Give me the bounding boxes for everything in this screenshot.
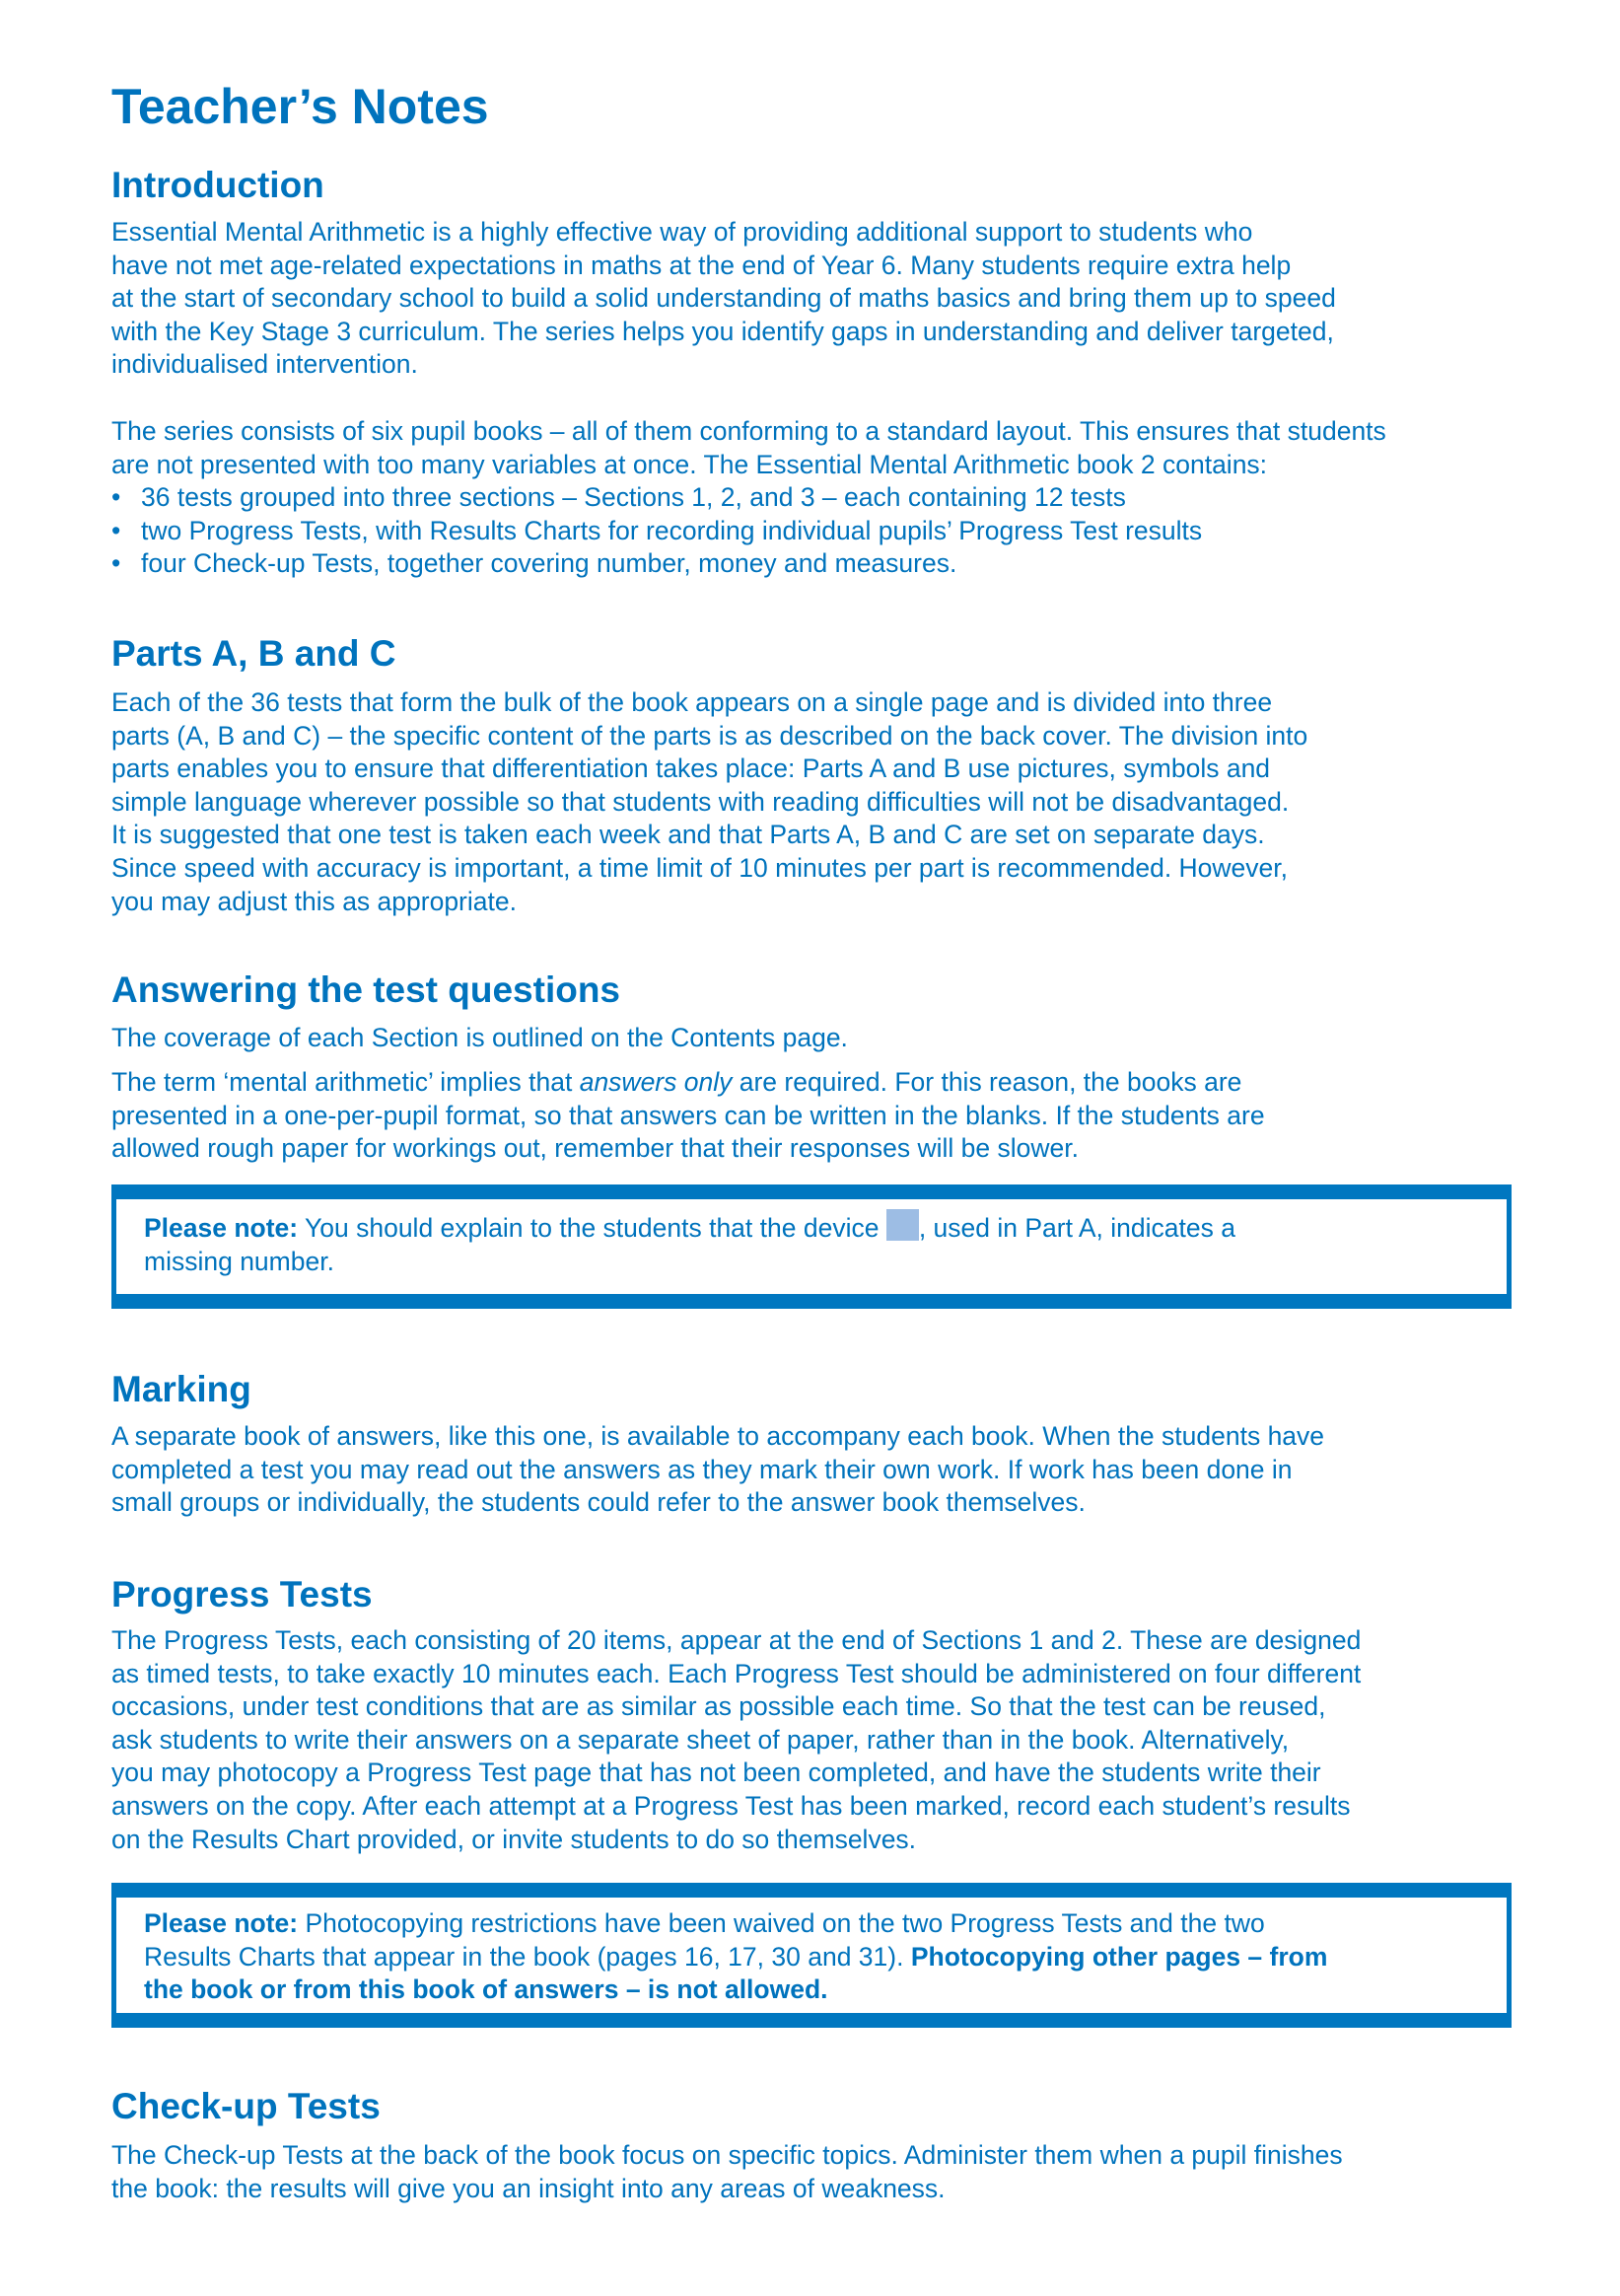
missing-number-box-icon: [886, 1209, 919, 1241]
answering-paragraph-1: [111, 1022, 848, 1055]
heading-progress-tests: Progress Tests: [111, 1574, 373, 1614]
note-label: Please note:: [144, 1213, 299, 1243]
text-line: with the Key Stage 3 curriculum. The series helps you identify gaps in understanding and deliver targeted,: [111, 316, 1334, 346]
text-line: It is suggested that one test is taken each week and that Parts A, B and C are set on separate days.: [111, 820, 1265, 850]
heading-parts: Parts A, B and C: [111, 633, 396, 674]
text-line: presented in a one-per-pupil format, so that answers can be written in the blanks. If the students are: [111, 1100, 1265, 1130]
text-line: ask students to write their answers on a separate sheet of paper, rather than in the book. Alternatively,: [111, 1724, 1290, 1755]
text: Photocopying restrictions have been waived on the two Progress Tests and the two: [298, 1908, 1265, 1938]
text-line: The Progress Tests, each consisting of 20 items, appear at the end of Sections 1 and 2. These are designed: [111, 1625, 1362, 1655]
bold-text-line: the book or from this book of answers – is not allowed.: [144, 1974, 828, 2005]
bold-text: Photocopying other pages – from: [910, 1941, 1328, 1972]
bullet-item: • 36 tests grouped into three sections – Sections 1, 2, and 3 – each containing 12 tests: [111, 481, 1386, 515]
italic-text: answers only: [579, 1067, 733, 1097]
progress-paragraph: [111, 1624, 1361, 1856]
text: The term ‘mental arithmetic’ implies that: [111, 1067, 580, 1097]
note-box-photocopying: [111, 1883, 1512, 2028]
text-line: individualised intervention.: [111, 349, 418, 380]
text-line: small groups or individually, the students could refer to the answer book themselves.: [111, 1487, 1086, 1518]
text-line: parts enables you to ensure that differentiation takes place: Parts A and B use pictures, symbols and: [111, 753, 1271, 784]
text-line: allowed rough paper for workings out, remember that their responses will be slower.: [111, 1133, 1079, 1164]
text-line: Essential Mental Arithmetic is a highly effective way of providing additional support to students who: [111, 217, 1253, 247]
heading-introduction: Introduction: [111, 165, 324, 205]
heading-marking: Marking: [111, 1369, 251, 1409]
intro-paragraph-1: [111, 216, 1336, 382]
text-line: at the start of secondary school to build a solid understanding of maths basics and bring them up to speed: [111, 283, 1336, 314]
text: You should explain to the students that the device: [298, 1213, 886, 1243]
text: Results Charts that appear in the book (pages 16, 17, 30 and 31).: [144, 1941, 911, 1972]
heading-answering: Answering the test questions: [111, 969, 621, 1010]
text-line: The coverage of each Section is outlined on the Contents page.: [111, 1023, 848, 1052]
text-line: as timed tests, to take exactly 10 minutes each. Each Progress Test should be administered on four different: [111, 1658, 1362, 1688]
checkup-paragraph: [111, 2139, 1343, 2205]
text-line: on the Results Chart provided, or invite students to do so themselves.: [111, 1824, 917, 1854]
text-line: are not presented with too many variables at once. The Essential Mental Arithmetic book 2 contains:: [111, 449, 1268, 479]
text-line: [144, 1907, 1479, 1941]
intro-paragraph-2: [111, 415, 1386, 581]
heading-checkup-tests: Check-up Tests: [111, 2086, 381, 2126]
answering-paragraph-2: [111, 1066, 1265, 1166]
text-line: The Check-up Tests at the back of the book focus on specific topics. Administer them when a pupil finishes: [111, 2140, 1343, 2170]
text-line: Each of the 36 tests that form the bulk of the book appears on a single page and is divided into three: [111, 687, 1273, 717]
text-line: [144, 1209, 1479, 1246]
note-label: Please note:: [144, 1908, 299, 1938]
text-line: simple language wherever possible so that students with reading difficulties will not be disadvantaged.: [111, 786, 1290, 817]
text-line: [144, 1941, 1479, 1974]
text-line: occasions, under test conditions that are as similar as possible each time. So that the test can be reused,: [111, 1691, 1326, 1722]
note-box-missing-number: [111, 1184, 1512, 1309]
text-line: the book: the results will give you an insight into any areas of weakness.: [111, 2173, 946, 2203]
text: are required. For this reason, the books are: [732, 1067, 1242, 1097]
text-line: A separate book of answers, like this one, is available to accompany each book. When the students have: [111, 1421, 1325, 1451]
parts-paragraph: [111, 686, 1307, 918]
text: , used in Part A, indicates a: [918, 1213, 1235, 1243]
text-line: [111, 1066, 1265, 1100]
text-line: answers on the copy. After each attempt at a Progress Test has been marked, record each student’s results: [111, 1790, 1351, 1821]
page-title: Teacher’s Notes: [111, 79, 489, 134]
text-line: missing number.: [144, 1246, 334, 1276]
marking-paragraph: [111, 1420, 1324, 1520]
text-line: you may photocopy a Progress Test page that has not been completed, and have the students write their: [111, 1758, 1321, 1788]
text-line: Since speed with accuracy is important, a time limit of 10 minutes per part is recommended. However,: [111, 852, 1289, 883]
bullet-item: • two Progress Tests, with Results Charts for recording individual pupils’ Progress Test results: [111, 515, 1386, 548]
text-line: parts (A, B and C) – the specific content of the parts is as described on the back cover. The division into: [111, 720, 1308, 751]
text-line: The series consists of six pupil books – all of them conforming to a standard layout. This ensures that students: [111, 416, 1386, 446]
text-line: completed a test you may read out the answers as they mark their own work. If work has been done in: [111, 1454, 1293, 1484]
text-line: have not met age-related expectations in maths at the end of Year 6. Many students require extra help: [111, 250, 1292, 280]
bullet-item: • four Check-up Tests, together covering number, money and measures.: [111, 547, 1386, 581]
text-line: you may adjust this as appropriate.: [111, 886, 517, 916]
